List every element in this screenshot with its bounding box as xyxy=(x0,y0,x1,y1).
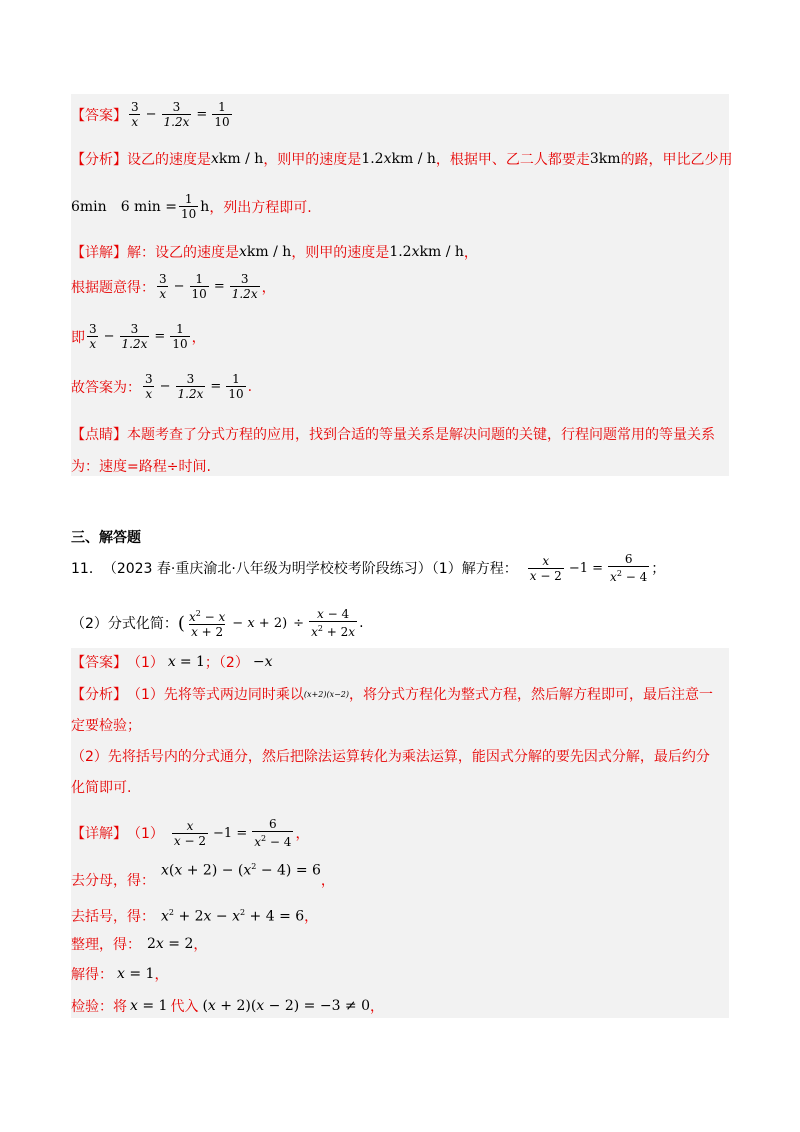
step-simplify: 整理，得： 2x = 2 ， xyxy=(71,936,208,953)
solution-block-q10 xyxy=(71,94,733,476)
step-check: 检验：将 x = 1 代入 (x + 2)(x − 2) = −3 ≠ 0 ， xyxy=(71,998,385,1015)
analysis-label: 【分析】 xyxy=(71,152,127,168)
comment-label: 【点睛】 xyxy=(71,427,127,443)
detail-label: 【详解】 xyxy=(71,245,127,261)
answer-label: 【答案】 xyxy=(71,107,127,124)
analysis-row: 【分析】 （1）先将等式两边同时乘以 (x+2)(x−2) ，将分式方程化为整式方程，然后解方程即可，最后注意一 xyxy=(71,684,713,704)
solution-block-q11 xyxy=(71,648,729,1018)
analysis-row: 【分析】 设乙的速度是 xkm / h ，则甲的速度是 1.2xkm / h ，根据甲、乙二人都要走 3km 的路，甲比乙少用 xyxy=(71,151,733,168)
analysis-row-2: 定要检验； xyxy=(71,718,141,734)
question-11-part2: （2）分式化简： ( $\frac{x^2 - x}{x + 2}$ − x + 2) ÷ $\frac{x - 4}{x^2 + 2x}$ . xyxy=(71,607,364,639)
question-number: 11． xyxy=(71,561,103,577)
analysis-label: 【分析】 xyxy=(71,687,127,703)
equation-row-2: 即 $\frac{3}{x}$ − $\frac{3}{1.2x}$ = $\frac{1}{10}$ ， xyxy=(71,322,206,351)
equation-row-3: 故答案为： $\frac{3}{x}$ − $\frac{3}{1.2x}$ = $\frac{1}{10}$ . xyxy=(71,372,253,401)
detail-label: 【详解】 xyxy=(71,826,127,842)
question-source: （2023 春·重庆渝北·八年级为明学校校考阶段练习）（1）解方程： xyxy=(102,561,518,577)
comment-row: 【点睛】 本题考查了分式方程的应用，找到合适的等量关系是解决问题的关键，行程问题常用的等量关系 xyxy=(71,424,715,444)
analysis-row-2: 6min 6 min = $\frac{1}{10}$ h ，列出方程即可. xyxy=(71,192,312,221)
equation-row-1: 根据题意得： $\frac{3}{x}$ − $\frac{1}{10}$ = $\frac{3}{1.2x}$ ， xyxy=(71,272,276,301)
detail-row: 【详解】 （1） $\frac{x}{x - 2}$ −1 = $\frac{6}{x^2 - 4}$ ， xyxy=(71,817,310,849)
analysis-row-3: （2）先将括号内的分式通分，然后把除法运算转化为乘法运算，能因式分解的要先因式分解，最后约分 xyxy=(71,749,710,765)
step-remove-denominator: 去分母，得： $x(x + 2) - (x^2 - 4) = 6$ ， xyxy=(71,861,335,889)
answer-row: 【答案】 $\frac{3}{x}$ − $\frac{3}{1.2x}$ = $\frac{1}{10}$ xyxy=(71,100,230,129)
answer-label: 【答案】 xyxy=(71,655,127,671)
comment-row-2: 为：速度=路程÷时间. xyxy=(71,459,211,475)
detail-row: 【详解】 解：设乙的速度是 xkm / h ，则甲的速度是 1.2xkm / h ， xyxy=(71,244,478,261)
section-title: 三、解答题 xyxy=(71,530,141,546)
question-11: 11． （2023 春·重庆渝北·八年级为明学校校考阶段练习）（1）解方程： $\frac{x}{x - 2}$ −1 = $\frac{6}{x^2 - 4}$ ； xyxy=(71,552,666,584)
answer-row: 【答案】 （1） x = 1 ；（2） −x xyxy=(71,654,273,671)
step-remove-brackets: 去括号，得： $x^2 + 2x - x^2 + 4 = 6$ ， xyxy=(71,907,319,925)
analysis-row-4: 化简即可. xyxy=(71,780,132,796)
step-solve: 解得： x = 1 ， xyxy=(71,966,169,983)
